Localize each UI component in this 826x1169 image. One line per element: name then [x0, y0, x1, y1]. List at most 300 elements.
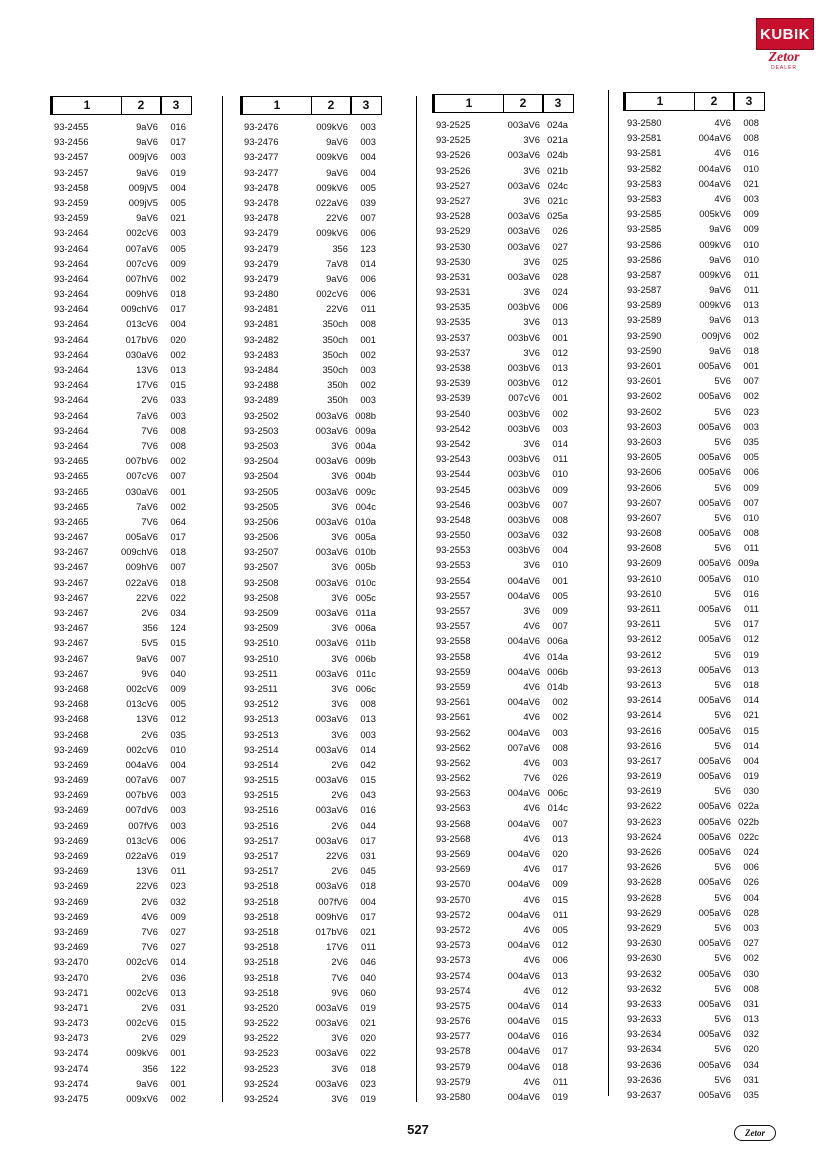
table-row	[240, 195, 382, 210]
position-cell: 024	[552, 286, 568, 298]
header-cell: 3	[362, 98, 370, 112]
size-code-cell: 017bV6	[315, 925, 348, 937]
part-number-cell: 93-2471	[54, 1001, 89, 1013]
position-cell: 006	[743, 466, 759, 478]
position-cell: 013	[552, 969, 568, 981]
table-row	[623, 161, 765, 176]
position-cell: 040	[360, 971, 376, 983]
position-cell: 012	[552, 346, 568, 358]
table-row	[623, 388, 765, 403]
part-number-cell: 93-2489	[244, 394, 279, 406]
position-cell: 021c	[547, 194, 568, 206]
size-code-cell: 005kV6	[699, 208, 731, 220]
size-code-cell: 350h	[327, 394, 348, 406]
size-code-cell: 005aV6	[698, 663, 731, 675]
position-cell: 005	[743, 451, 759, 463]
table-row	[623, 237, 765, 252]
size-code-cell: 350ch	[322, 318, 348, 330]
position-cell: 006	[360, 288, 376, 300]
size-code-cell: 2V6	[141, 394, 158, 406]
header-cell: 3	[554, 96, 562, 110]
position-cell: 024a	[547, 119, 568, 130]
table-row	[50, 787, 192, 802]
table-row	[50, 924, 192, 939]
table-row	[623, 191, 765, 206]
position-cell: 031	[360, 850, 376, 861]
size-code-cell: 3V6	[523, 559, 540, 571]
position-cell: 008	[360, 698, 376, 710]
size-code-cell: 005aV6	[698, 694, 731, 706]
table-row	[432, 436, 574, 451]
table-row	[623, 768, 765, 783]
size-code-cell: 022aV6	[125, 576, 158, 588]
part-number-cell: 93-2469	[54, 941, 89, 953]
size-code-cell: 3V6	[331, 470, 348, 482]
part-number-cell: 93-2470	[54, 956, 89, 968]
size-code-cell: 9aV6	[709, 284, 731, 296]
part-number-cell: 93-2557	[436, 589, 471, 601]
part-number-cell: 93-2464	[54, 288, 89, 300]
table-row	[432, 193, 574, 208]
position-cell: 010	[552, 468, 568, 480]
table-row	[240, 681, 382, 696]
part-number-cell: 93-2582	[627, 162, 662, 174]
table-row	[432, 952, 574, 967]
part-number-cell: 93-2537	[436, 331, 471, 343]
table-row	[432, 360, 574, 375]
position-cell: 023	[170, 880, 186, 892]
part-number-cell: 93-2587	[627, 268, 662, 280]
position-cell: 015	[743, 724, 759, 736]
size-code-cell: 007dV6	[125, 804, 158, 816]
position-cell: 005	[552, 589, 568, 601]
size-code-cell: 17V6	[326, 941, 348, 953]
size-code-cell: 003aV6	[507, 225, 540, 237]
part-number-cell: 93-2505	[244, 500, 279, 512]
size-code-cell: 3V6	[523, 134, 540, 146]
table-row	[50, 1045, 192, 1060]
table-row	[50, 195, 192, 210]
part-number-cell: 93-2479	[244, 227, 279, 239]
position-cell: 009	[170, 257, 186, 269]
table-row	[623, 996, 765, 1011]
part-number-cell: 93-2509	[244, 607, 279, 618]
position-cell: 008	[743, 527, 759, 539]
table-row	[623, 1041, 765, 1056]
position-cell: 002	[743, 952, 759, 964]
part-number-cell: 93-2614	[627, 694, 662, 706]
table-row	[623, 966, 765, 981]
table-row	[432, 542, 574, 557]
table-row	[432, 451, 574, 466]
size-code-cell: 009xV6	[126, 1093, 158, 1104]
part-number-cell: 93-2572	[436, 908, 471, 920]
position-cell: 007	[170, 561, 186, 573]
position-cell: 022	[360, 1047, 376, 1059]
table-row	[623, 616, 765, 631]
table-row	[240, 559, 382, 574]
size-code-cell: 005aV6	[698, 1089, 731, 1100]
part-number-cell: 93-2467	[54, 667, 89, 679]
table-row	[50, 149, 192, 164]
part-number-cell: 93-2559	[436, 680, 471, 692]
table-row	[50, 514, 192, 529]
table-row	[240, 666, 382, 681]
position-cell: 002	[552, 407, 568, 419]
table-row	[432, 649, 574, 664]
column-divider	[608, 90, 609, 1096]
table-row	[50, 894, 192, 909]
position-cell: 004	[170, 318, 186, 330]
size-code-cell: 3V6	[331, 652, 348, 664]
part-number-cell: 93-2572	[436, 923, 471, 935]
position-cell: 001	[552, 331, 568, 343]
header-cell: 2	[504, 95, 544, 112]
size-code-cell: 003aV6	[315, 424, 348, 436]
position-cell: 006b	[547, 665, 568, 677]
table-row	[50, 939, 192, 954]
size-code-cell: 7V6	[141, 424, 158, 436]
part-number-cell: 93-2602	[627, 405, 662, 417]
size-code-cell: 005aV6	[698, 800, 731, 812]
table-row	[432, 1013, 574, 1028]
size-code-cell: 13V6	[136, 364, 158, 375]
table-column	[50, 96, 192, 1106]
table-row	[50, 362, 192, 377]
table-row	[623, 662, 765, 677]
part-number-cell: 93-2467	[54, 591, 89, 603]
part-number-cell: 93-2626	[627, 861, 662, 873]
size-code-cell: 002cV6	[126, 956, 158, 968]
position-cell: 018	[360, 1062, 376, 1074]
part-number-cell: 93-2508	[244, 591, 279, 603]
size-code-cell: 009hV6	[315, 910, 348, 922]
part-number-cell: 93-2482	[244, 333, 279, 345]
part-number-cell: 93-2530	[436, 255, 471, 267]
part-number-cell: 93-2503	[244, 439, 279, 451]
size-code-cell: 4V6	[523, 650, 540, 662]
size-code-cell: 007fV6	[318, 895, 348, 907]
position-cell: 010	[170, 743, 186, 755]
table-row	[240, 332, 382, 347]
part-number-cell: 93-2589	[627, 314, 662, 326]
part-number-cell: 93-2613	[627, 663, 662, 675]
size-code-cell: 005aV6	[698, 1028, 731, 1040]
position-cell: 018	[170, 288, 186, 300]
table-row	[240, 878, 382, 893]
table-row	[50, 818, 192, 833]
position-cell: 013	[360, 713, 376, 725]
position-cell: 016	[360, 804, 376, 816]
size-code-cell: 3V6	[331, 622, 348, 634]
part-number-cell: 93-2467	[54, 652, 89, 664]
table-row	[240, 1030, 382, 1045]
position-cell: 019	[552, 1091, 568, 1102]
position-cell: 015	[170, 379, 186, 391]
size-code-cell: 005aV6	[698, 572, 731, 584]
part-number-cell: 93-2474	[54, 1062, 89, 1074]
brand-logo	[756, 14, 814, 70]
position-cell: 021	[743, 177, 759, 189]
size-code-cell: 002cV6	[126, 1017, 158, 1029]
size-code-cell: 003bV6	[507, 468, 540, 480]
position-cell: 011	[744, 542, 759, 554]
table-row	[432, 876, 574, 891]
position-cell: 006a	[355, 622, 376, 634]
part-number-cell: 93-2543	[436, 453, 471, 465]
position-cell: 013	[743, 299, 759, 311]
table-row	[432, 937, 574, 952]
size-code-cell: 003aV6	[315, 834, 348, 846]
part-number-cell: 93-2540	[436, 407, 471, 419]
part-number-cell: 93-2469	[54, 804, 89, 816]
position-cell: 003	[170, 151, 186, 163]
table-row	[432, 618, 574, 633]
part-number-cell: 93-2459	[54, 196, 89, 208]
size-code-cell: 3V6	[523, 346, 540, 358]
size-code-cell: 003aV6	[507, 529, 540, 541]
size-code-cell: 005aV6	[698, 496, 731, 508]
part-number-cell: 93-2548	[436, 513, 471, 525]
table-row	[50, 119, 192, 134]
table-row	[50, 1076, 192, 1091]
part-number-cell: 93-2545	[436, 483, 471, 495]
size-code-cell: 007aV6	[125, 774, 158, 786]
position-cell: 016	[743, 147, 759, 159]
position-cell: 001	[170, 1077, 186, 1089]
table-row	[50, 210, 192, 225]
position-cell: 007	[743, 496, 759, 508]
size-code-cell: 3V6	[331, 531, 348, 543]
position-cell: 001	[552, 392, 568, 404]
table-row	[432, 330, 574, 345]
part-number-cell: 93-2481	[244, 303, 279, 315]
table-row	[50, 271, 192, 286]
position-cell: 026	[552, 225, 568, 237]
part-number-cell: 93-2524	[244, 1093, 279, 1104]
part-number-cell: 93-2612	[627, 648, 662, 660]
table-row	[50, 757, 192, 772]
position-cell: 003	[743, 921, 759, 933]
size-code-cell: 004aV6	[507, 574, 540, 586]
position-cell: 009	[170, 910, 186, 922]
part-number-cell: 93-2510	[244, 637, 279, 649]
footer-logo: Zetor	[734, 1125, 776, 1141]
size-code-cell: 007bV6	[125, 789, 158, 801]
position-cell: 002	[170, 500, 186, 512]
position-cell: 015	[552, 893, 568, 905]
table-row	[240, 970, 382, 985]
part-number-cell: 93-2609	[627, 557, 662, 569]
table-row	[50, 742, 192, 757]
table-row	[432, 709, 574, 724]
position-cell: 019	[360, 1093, 376, 1104]
table-row	[432, 284, 574, 299]
part-number-cell: 93-2464	[54, 348, 89, 360]
part-number-cell: 93-2527	[436, 194, 471, 206]
size-code-cell: 4V6	[714, 147, 731, 159]
table-row	[50, 165, 192, 180]
position-cell: 014	[552, 437, 568, 449]
size-code-cell: 005aV6	[698, 997, 731, 1009]
table-row	[623, 373, 765, 388]
size-code-cell: 4V6	[523, 1075, 540, 1087]
part-number-cell: 93-2634	[627, 1043, 662, 1055]
part-number-cell: 93-2520	[244, 1001, 279, 1013]
position-cell: 008b	[355, 409, 376, 421]
table-row	[240, 802, 382, 817]
table-row	[240, 711, 382, 726]
part-number-cell: 93-2569	[436, 848, 471, 859]
part-number-cell: 93-2579	[436, 1075, 471, 1087]
part-number-cell: 93-2574	[436, 984, 471, 996]
size-code-cell: 003aV6	[315, 455, 348, 467]
size-code-cell: 005aV6	[698, 846, 731, 857]
size-code-cell: 9aV6	[136, 212, 158, 224]
size-code-cell: 9V6	[141, 667, 158, 679]
size-code-cell: 007fV6	[128, 819, 158, 831]
table-row	[432, 907, 574, 922]
size-code-cell: 5V6	[714, 785, 731, 797]
column-divider	[416, 96, 417, 1102]
position-cell: 017	[552, 863, 568, 875]
size-code-cell: 003bV6	[507, 498, 540, 510]
table-row	[240, 818, 382, 833]
part-number-cell: 93-2629	[627, 921, 662, 933]
position-cell: 018	[743, 344, 759, 356]
size-code-cell: 003aV6	[315, 607, 348, 618]
size-code-cell: 13V6	[136, 865, 158, 877]
position-cell: 008	[360, 318, 376, 330]
table-row	[240, 833, 382, 848]
size-code-cell: 2V6	[141, 895, 158, 907]
part-number-cell: 93-2465	[54, 455, 89, 467]
table-row	[50, 666, 192, 681]
table-row	[623, 738, 765, 753]
size-code-cell: 009hV6	[125, 288, 158, 300]
size-code-cell: 7V6	[331, 971, 348, 983]
part-number-cell: 93-2623	[627, 815, 662, 827]
table-row	[240, 241, 382, 256]
size-code-cell: 2V6	[141, 1032, 158, 1044]
part-number-cell: 93-2488	[244, 379, 279, 391]
part-number-cell: 93-2633	[627, 1013, 662, 1025]
part-number-cell: 93-2561	[436, 696, 471, 708]
table-row	[623, 510, 765, 525]
size-code-cell: 004aV6	[507, 817, 540, 829]
table-row	[623, 844, 765, 859]
size-code-cell: 5V6	[714, 921, 731, 933]
size-code-cell: 13V6	[136, 713, 158, 725]
position-cell: 010a	[355, 515, 376, 527]
position-cell: 018	[552, 1060, 568, 1072]
table-row	[432, 466, 574, 481]
size-code-cell: 003bV6	[507, 422, 540, 434]
part-number-cell: 93-2516	[244, 819, 279, 831]
table-row	[432, 694, 574, 709]
part-number-cell: 93-2546	[436, 498, 471, 510]
table-row	[623, 1026, 765, 1041]
part-number-cell: 93-2562	[436, 741, 471, 753]
table-row	[432, 314, 574, 329]
position-cell: 020	[170, 333, 186, 345]
position-cell: 003	[360, 136, 376, 148]
position-cell: 010	[743, 511, 759, 523]
table-row	[623, 981, 765, 996]
size-code-cell: 22V6	[136, 591, 158, 603]
size-code-cell: 4V6	[523, 893, 540, 905]
part-number-cell: 93-2479	[244, 242, 279, 254]
position-cell: 036	[170, 971, 186, 983]
part-number-cell: 93-2553	[436, 544, 471, 556]
size-code-cell: 005aV6	[698, 527, 731, 539]
position-cell: 123	[360, 242, 376, 254]
table-row	[623, 692, 765, 707]
table-row	[623, 905, 765, 920]
position-cell: 031	[743, 1073, 759, 1085]
table-row	[432, 816, 574, 831]
part-number-cell: 93-2587	[627, 284, 662, 296]
part-number-cell: 93-2455	[54, 121, 89, 132]
size-code-cell: 5V6	[714, 435, 731, 447]
position-cell: 029	[170, 1032, 186, 1044]
part-number-cell: 93-2469	[54, 910, 89, 922]
part-number-cell: 93-2637	[627, 1089, 662, 1100]
part-number-cell: 93-2457	[54, 166, 89, 178]
part-number-cell: 93-2469	[54, 789, 89, 801]
part-number-cell: 93-2629	[627, 906, 662, 918]
size-code-cell: 7V6	[141, 439, 158, 451]
position-cell: 004c	[355, 500, 376, 512]
table-row	[50, 423, 192, 438]
part-number-cell: 93-2633	[627, 997, 662, 1009]
size-code-cell: 3V6	[331, 728, 348, 740]
table-row	[240, 210, 382, 225]
part-number-cell: 93-2636	[627, 1058, 662, 1070]
position-cell: 021	[743, 709, 759, 721]
part-number-cell: 93-2467	[54, 546, 89, 558]
position-cell: 005a	[355, 531, 376, 543]
part-number-cell: 93-2517	[244, 865, 279, 877]
table-row	[240, 301, 382, 316]
table-row	[240, 1045, 382, 1060]
position-cell: 012	[743, 633, 759, 645]
part-number-cell: 93-2477	[244, 166, 279, 178]
position-cell: 009a	[355, 424, 376, 436]
position-cell: 008	[743, 132, 759, 144]
table-row	[50, 985, 192, 1000]
position-cell: 011	[553, 908, 568, 920]
part-number-cell: 93-2586	[627, 253, 662, 265]
size-code-cell: 9aV6	[326, 166, 348, 178]
size-code-cell: 017bV6	[125, 333, 158, 345]
position-cell: 003	[552, 422, 568, 434]
part-number-cell: 93-2563	[436, 802, 471, 814]
size-code-cell: 004aV6	[698, 162, 731, 174]
position-cell: 009	[552, 483, 568, 495]
part-number-cell: 93-2537	[436, 346, 471, 358]
part-number-cell: 93-2474	[54, 1077, 89, 1089]
size-code-cell: 9V6	[331, 986, 348, 998]
position-cell: 011	[361, 303, 376, 315]
size-code-cell: 3V6	[331, 698, 348, 710]
size-code-cell: 4V6	[523, 954, 540, 966]
table-row	[240, 696, 382, 711]
part-number-cell: 93-2530	[436, 240, 471, 252]
size-code-cell: 007cV6	[126, 257, 158, 269]
position-cell: 003	[360, 394, 376, 406]
position-cell: 060	[360, 986, 376, 998]
